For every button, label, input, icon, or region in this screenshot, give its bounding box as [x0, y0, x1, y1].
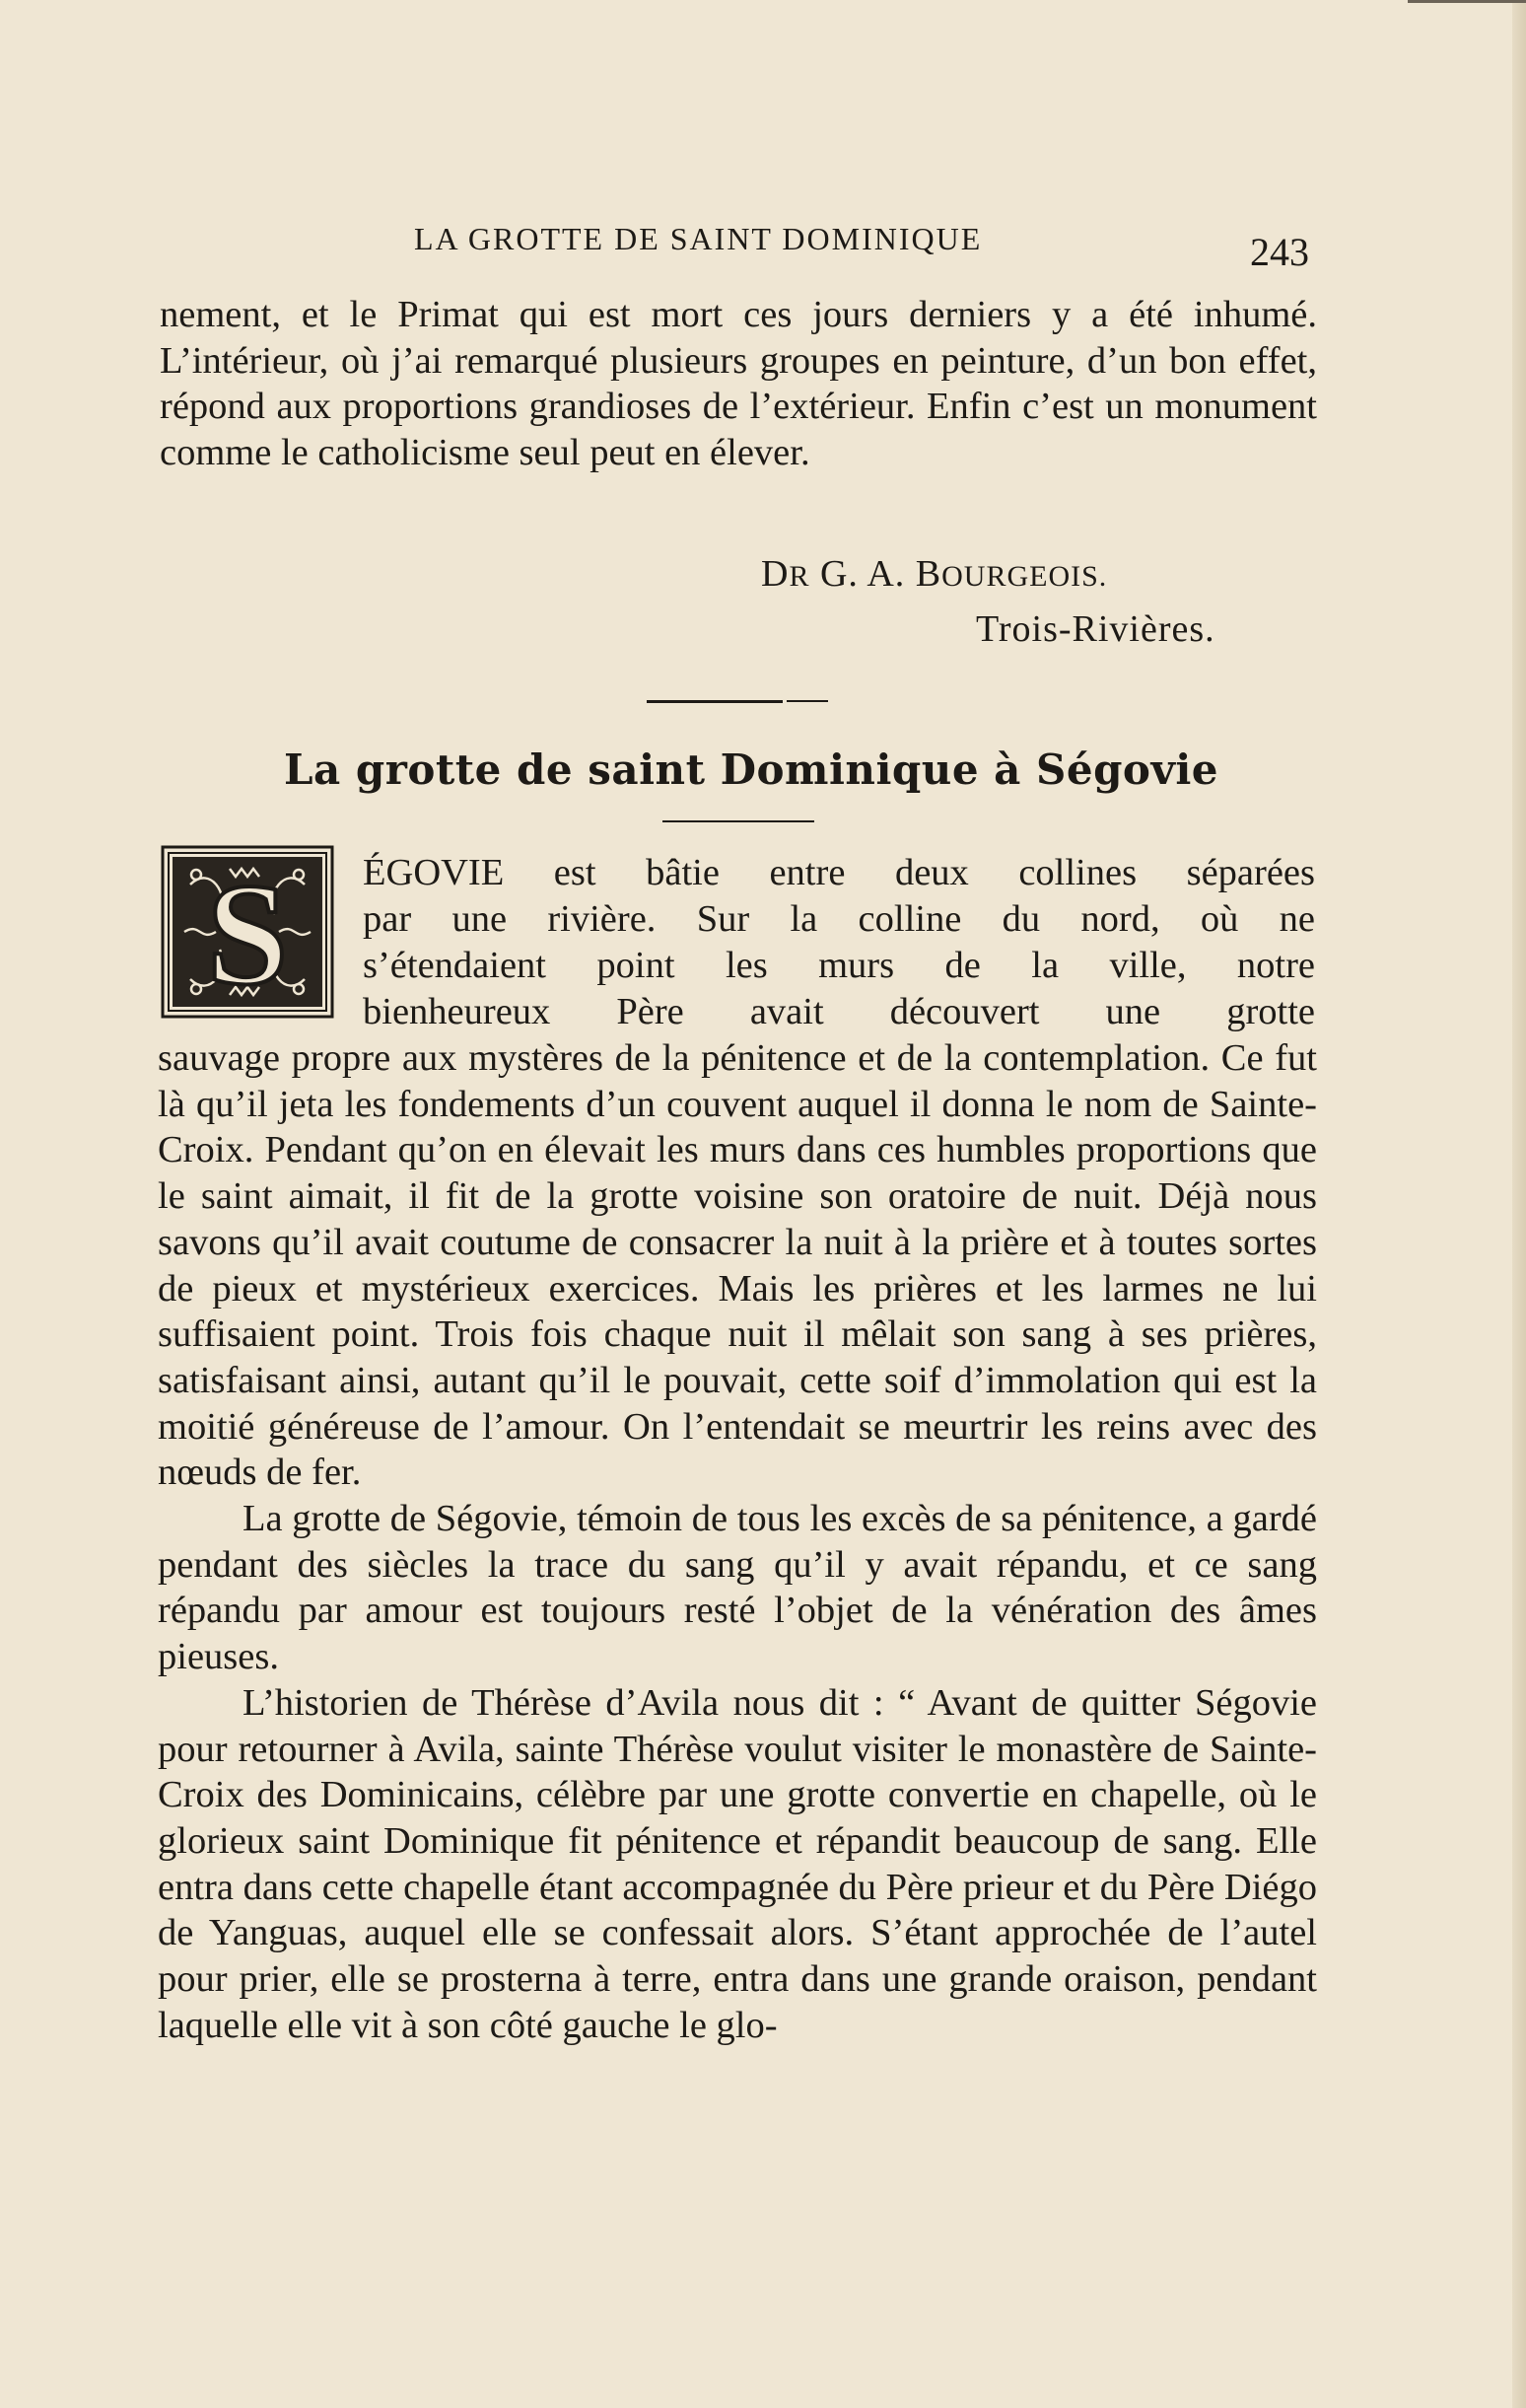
- article-title: La grotte de saint Dominique à Ségovie: [284, 745, 1219, 794]
- ornamental-drop-cap: [161, 845, 334, 1019]
- lead-line-3: s’étendaient point les murs de la ville, notre: [363, 945, 1315, 986]
- section-divider-short: [787, 700, 828, 702]
- continued-text-block: [160, 292, 1317, 476]
- top-edge-line: [1408, 0, 1526, 3]
- drop-cap-letter: S: [206, 854, 289, 1016]
- title-underline-rule: [662, 820, 814, 822]
- lead-line-4: bienheureux Père avait découvert une grotte: [363, 991, 1315, 1032]
- signature-initial-1: D: [761, 553, 790, 595]
- signature-initial-2: B: [915, 553, 942, 595]
- lead-lines: [363, 850, 1315, 1035]
- lead-line-2: par une rivière. Sur la colline du nord, où ne: [363, 898, 1315, 940]
- page-edge: [1512, 0, 1526, 2408]
- signature-name: [761, 552, 1107, 596]
- continued-paragraph: nement, et le Primat qui est mort ces jours derniers y a été inhumé. L’intérieur, où j’ai remarqué plusieurs groupes en peinture, d’un bon effet, répond aux proportions grandioses de l’extérieur. Enfin c’est un monument comme le catholicisme seul peut en élever.: [160, 294, 1317, 474]
- paragraph-3: L’historien de Thérèse d’Avila nous dit : “ Avant de quitter Ségovie pour retourner à Avila, sainte Thérèse voulut visiter le monastère de Sainte-Croix des Dominicains, célèbre par une grotte convertie en chapelle, où le glorieux saint Dominique fit pénitence et répandit beaucoup de sang. Elle entra dans cette chapelle étant accompagnée du Père prieur et du Père Diégo de Yanguas, auquel elle se confessait alors. S’étant approchée de l’autel pour prier, elle se prosterna à terre, entra dans une grande oraison, pendant laquelle elle vit à son côté gauche le glo-: [158, 1681, 1317, 2046]
- signature-smallcaps-1: R: [789, 560, 810, 593]
- paragraph-2: La grotte de Ségovie, témoin de tous les excès de sa pénitence, a gardé pendant des siècles la trace du sang qu’il y avait répandu, et ce sang répandu par amour est toujours resté l’objet de la vénération des âmes pieuses.: [158, 1498, 1317, 1678]
- running-title: LA GROTTE DE SAINT DOMINIQUE: [414, 221, 983, 256]
- signature-middle: G. A.: [809, 553, 916, 595]
- lead-line-1: ÉGOVIE est bâtie entre deux collines séparées: [363, 852, 1315, 893]
- page-number: 243: [1250, 230, 1309, 274]
- drop-cap-ornament: [161, 845, 334, 1019]
- section-divider-long: [647, 700, 783, 703]
- signature-smallcaps-2: OURGEOIS.: [941, 560, 1108, 593]
- paragraph-1-rest: sauvage propre aux mystères de la pénitence et de la contemplation. Ce fut là qu’il jeta les fondements d’un couvent auquel il donna le nom de Sainte-Croix. Pendant qu’on en élevait les murs dans ces humbles proportions que le saint aimait, il fit de la grotte voisine son oratoire de nuit. Déjà nous savons qu’il avait coutume de consacrer la nuit à la prière et à toutes sortes de pieux et mystérieux exercices. Mais les prières et les larmes ne lui suffisaient point. Trois fois chaque nuit il mêlait son sang à ses prières, satisfaisant ainsi, autant qu’il le pouvait, cette soif d’immolation qui est la moitié généreuse de l’amour. On l’entendait se meurtrir les reins avec des nœuds de fer.: [158, 1037, 1317, 1494]
- signature-place: Trois-Rivières.: [976, 608, 1215, 650]
- article-body: [158, 1035, 1317, 2048]
